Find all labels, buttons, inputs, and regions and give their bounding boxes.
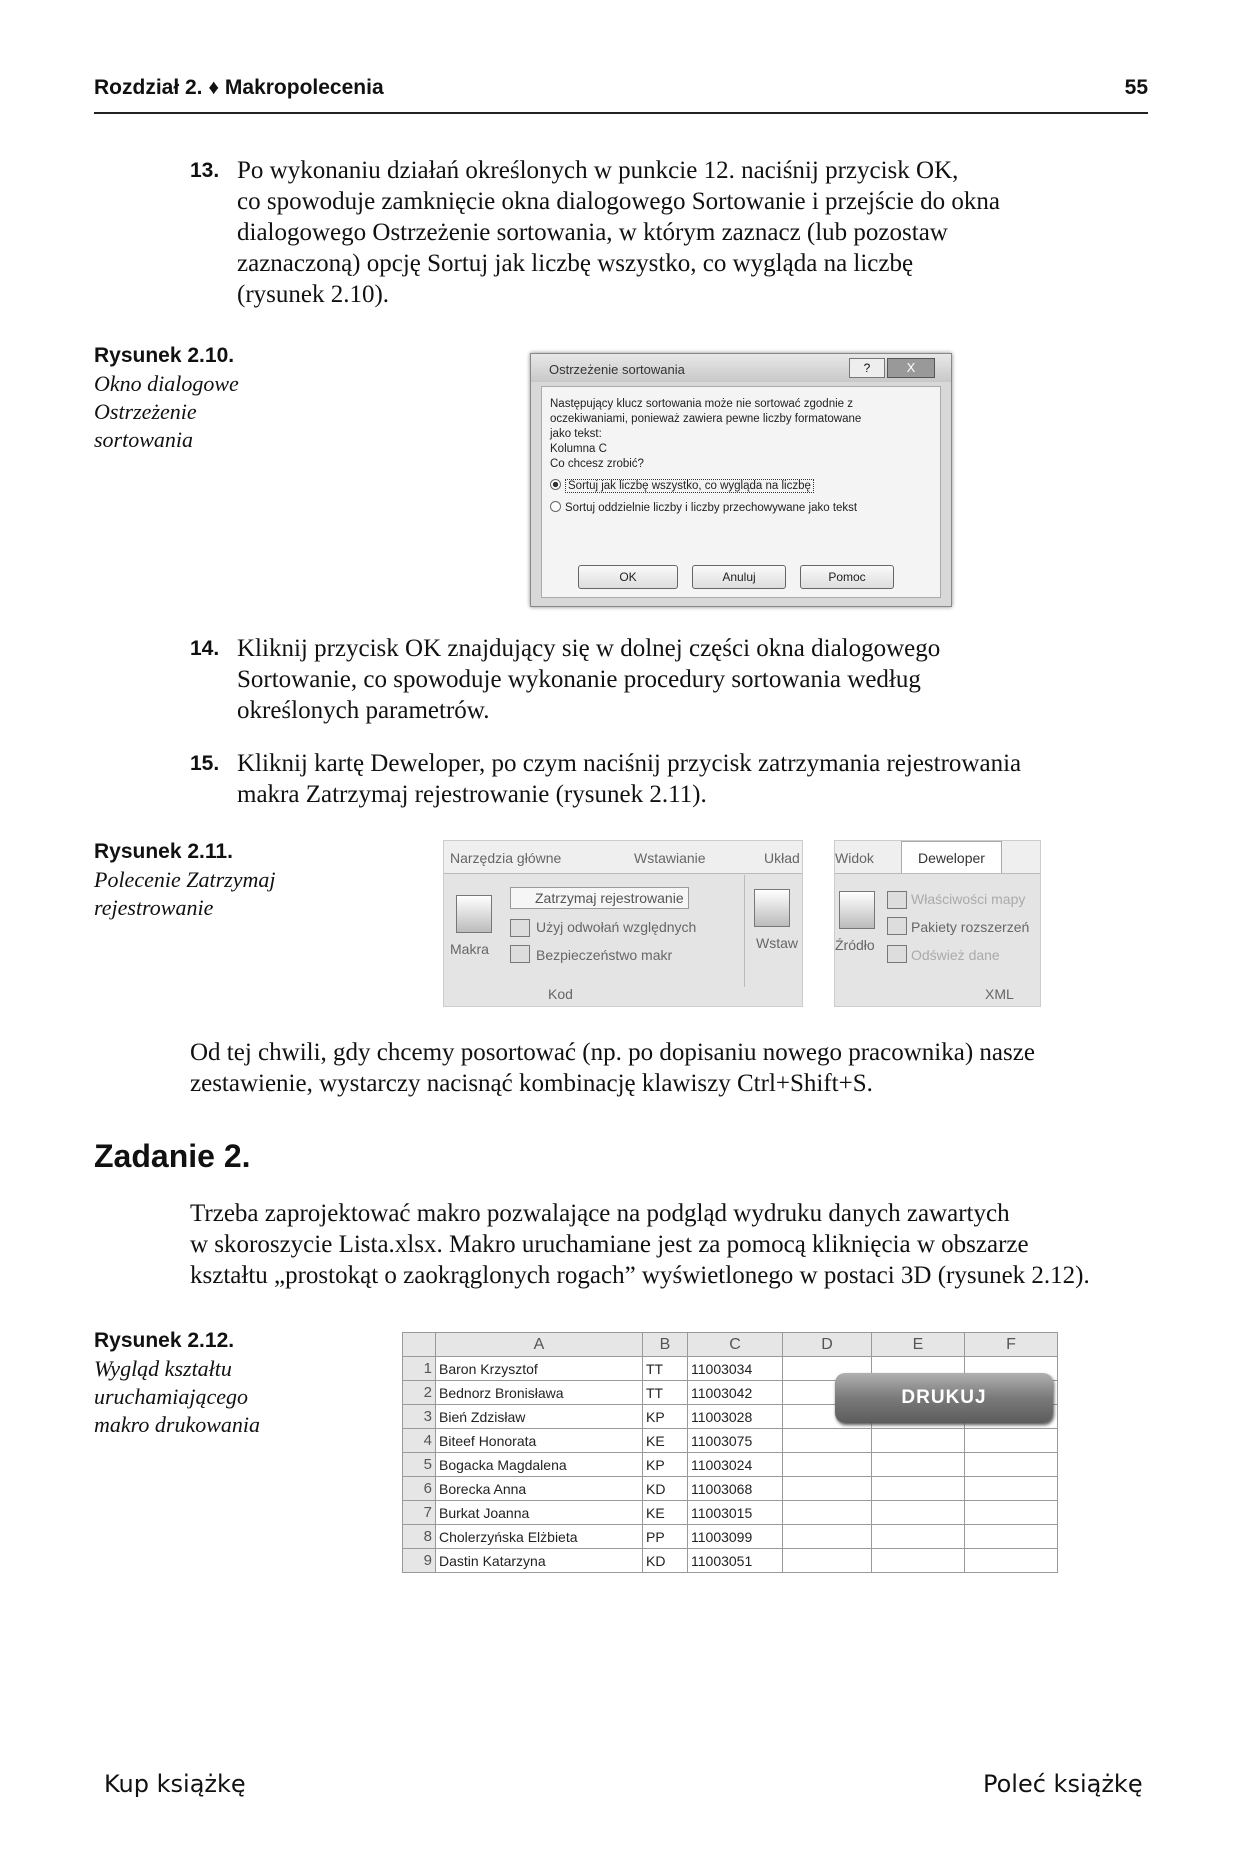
column-header[interactable]: F <box>965 1333 1058 1357</box>
caption-line: makro drukowania <box>94 1412 261 1437</box>
cell[interactable]: Bogacka Magdalena <box>436 1453 643 1477</box>
relative-references-button[interactable]: Użyj odwołań względnych <box>536 919 697 935</box>
row-header[interactable]: 8 <box>403 1525 436 1549</box>
column-label: Kolumna C <box>550 443 607 455</box>
cell[interactable]: Cholerzyńska Elżbieta <box>436 1525 643 1549</box>
figure-caption <box>94 1327 260 1439</box>
message-line: Następujący klucz sortowania może nie sortować zgodnie z <box>550 398 853 410</box>
group-divider <box>744 875 745 987</box>
help-button[interactable]: Pomoc <box>800 565 894 589</box>
text-line: Sortowanie, co spowoduje wykonanie procedury sortowania według <box>237 666 921 693</box>
relative-references-icon <box>510 919 530 937</box>
print-macro-button[interactable]: DRUKUJ <box>835 1373 1053 1423</box>
cell[interactable] <box>872 1429 965 1453</box>
text-line: określonych parametrów. <box>237 697 490 724</box>
cell[interactable]: KP <box>643 1453 688 1477</box>
row-header[interactable]: 5 <box>403 1453 436 1477</box>
caption-line: sortowania <box>94 427 194 452</box>
text-line: Kliknij kartę Deweloper, po czym naciśnij przycisk zatrzymania rejestrowania <box>237 750 1022 777</box>
caption-line: rejestrowanie <box>94 895 214 920</box>
message-line: jako tekst: <box>550 428 602 440</box>
cell[interactable]: KE <box>643 1501 688 1525</box>
text-line: kształtu „prostokąt o zaokrąglonych rogach” wyświetlonego w postaci 3D (rysunek 2.12). <box>190 1262 1090 1289</box>
figure-caption <box>94 838 275 922</box>
refresh-data-button[interactable]: Odśwież dane <box>911 947 1000 963</box>
column-header-row <box>403 1333 1058 1357</box>
row-header[interactable]: 7 <box>403 1501 436 1525</box>
ribbon-code-group <box>443 840 803 1007</box>
cell[interactable] <box>783 1477 872 1501</box>
text-line: Po wykonaniu działań określonych w punkcie 12. naciśnij przycisk OK, <box>237 157 959 184</box>
stop-recording-button[interactable]: Zatrzymaj rejestrowanie <box>510 887 689 909</box>
sort-warning-dialog <box>530 353 952 607</box>
cell[interactable]: Borecka Anna <box>436 1477 643 1501</box>
column-header[interactable]: A <box>436 1333 643 1357</box>
macros-button[interactable]: Makra <box>450 941 489 957</box>
radio-icon[interactable] <box>550 501 561 512</box>
cell[interactable] <box>783 1453 872 1477</box>
cell[interactable]: 11003024 <box>688 1453 783 1477</box>
tab-layout[interactable]: Układ <box>764 850 800 866</box>
cell[interactable]: 11003015 <box>688 1501 783 1525</box>
table-row <box>403 1501 1058 1525</box>
tab-view[interactable]: Widok <box>835 850 874 866</box>
step-14 <box>190 633 1150 733</box>
help-icon[interactable]: ? <box>849 358 885 378</box>
row-header[interactable]: 3 <box>403 1405 436 1429</box>
dialog-title: Ostrzeżenie sortowania <box>549 362 685 377</box>
cell[interactable] <box>872 1525 965 1549</box>
cell[interactable] <box>965 1453 1058 1477</box>
cell[interactable]: 11003042 <box>688 1381 783 1405</box>
cell[interactable] <box>965 1549 1058 1573</box>
page-number: 55 <box>1124 76 1148 99</box>
dialog-titlebar <box>531 354 951 382</box>
macro-security-button[interactable]: Bezpieczeństwo makr <box>536 947 673 963</box>
ok-button[interactable]: OK <box>578 565 678 589</box>
step-number: 15. <box>190 752 220 775</box>
row-header[interactable]: 6 <box>403 1477 436 1501</box>
text-line: makra Zatrzymaj rejestrowanie (rysunek 2.11). <box>237 781 707 808</box>
cell[interactable]: Biteef Honorata <box>436 1429 643 1453</box>
cell[interactable]: KD <box>643 1477 688 1501</box>
caption-line: Ostrzeżenie <box>94 399 197 424</box>
text-line: dialogowego Ostrzeżenie sortowania, w którym zaznacz (lub pozostaw <box>237 219 948 246</box>
option-sort-as-number[interactable] <box>550 479 814 492</box>
caption-line: Okno dialogowe <box>94 371 239 396</box>
column-header[interactable]: D <box>783 1333 872 1357</box>
source-icon[interactable] <box>839 891 875 929</box>
option-label: Sortuj jak liczbę wszystko, co wygląda na liczbę <box>565 479 814 493</box>
table-row <box>403 1429 1058 1453</box>
tab-developer[interactable]: Deweloper <box>901 841 1002 873</box>
cell[interactable]: KP <box>643 1405 688 1429</box>
dialog-body <box>541 386 941 598</box>
group-label: XML <box>985 986 1014 1002</box>
row-header[interactable]: 9 <box>403 1549 436 1573</box>
caption-title: Rysunek 2.11. <box>94 840 233 863</box>
cell[interactable]: 11003075 <box>688 1429 783 1453</box>
cell[interactable] <box>783 1429 872 1453</box>
section-title: Zadanie 2. <box>94 1138 251 1174</box>
chapter-title: Rozdział 2. ♦ Makropolecenia <box>94 76 384 99</box>
step-number: 13. <box>190 159 220 182</box>
column-header[interactable]: E <box>872 1333 965 1357</box>
step-15 <box>190 748 1150 818</box>
table-row <box>403 1453 1058 1477</box>
map-properties-button[interactable]: Właściwości mapy <box>911 891 1026 907</box>
ribbon-xml-group <box>834 840 1041 1007</box>
text-line: (rysunek 2.10). <box>237 281 390 308</box>
cell[interactable]: 11003068 <box>688 1477 783 1501</box>
radio-selected-icon[interactable] <box>550 479 561 490</box>
paragraph <box>190 1198 1150 1291</box>
question-label: Co chcesz zrobić? <box>550 458 644 470</box>
cell[interactable]: Bednorz Bronisława <box>436 1381 643 1405</box>
dialog-message <box>550 397 934 472</box>
close-icon[interactable]: X <box>887 358 935 378</box>
text-line: Kliknij przycisk OK znajdujący się w dolnej części okna dialogowego <box>237 635 941 662</box>
text-line: zestawienie, wystarczy nacisnąć kombinację klawiszy Ctrl+Shift+S. <box>190 1070 873 1097</box>
cell[interactable] <box>783 1549 872 1573</box>
caption-title: Rysunek 2.12. <box>94 1329 235 1352</box>
cell[interactable]: Baron Krzysztof <box>436 1357 643 1381</box>
step-13 <box>190 155 1150 315</box>
spreadsheet <box>402 1332 1082 1574</box>
cell[interactable] <box>965 1429 1058 1453</box>
group-label: Kod <box>548 986 573 1002</box>
row-header[interactable]: 1 <box>403 1357 436 1381</box>
tab-insert[interactable]: Wstawianie <box>634 850 706 866</box>
cell[interactable]: 11003028 <box>688 1405 783 1429</box>
ribbon-tabs <box>444 841 802 874</box>
expansion-packs-button[interactable]: Pakiety rozszerzeń <box>911 919 1030 935</box>
cell[interactable]: 11003099 <box>688 1525 783 1549</box>
cell[interactable]: Dastin Katarzyna <box>436 1549 643 1573</box>
cell[interactable]: TT <box>643 1381 688 1405</box>
select-all-corner[interactable] <box>403 1333 436 1357</box>
option-label: Sortuj oddzielnie liczby i liczby przechowywane jako tekst <box>565 502 858 514</box>
cell[interactable]: KD <box>643 1549 688 1573</box>
text-line: w skoroszycie Lista.xlsx. Makro uruchamiane jest za pomocą kliknięcia w obszarze <box>190 1231 1029 1258</box>
caption-line: Wygląd kształtu <box>94 1356 232 1381</box>
cell[interactable] <box>965 1501 1058 1525</box>
source-button[interactable]: Źródło <box>835 937 875 953</box>
cell[interactable]: PP <box>643 1525 688 1549</box>
insert-button[interactable]: Wstaw <box>756 935 798 951</box>
cell[interactable] <box>783 1501 872 1525</box>
cell[interactable]: KE <box>643 1429 688 1453</box>
cell[interactable] <box>872 1501 965 1525</box>
table-row <box>403 1525 1058 1549</box>
row-header[interactable]: 4 <box>403 1429 436 1453</box>
cell[interactable] <box>872 1477 965 1501</box>
page-header <box>94 76 1148 114</box>
cell[interactable] <box>872 1453 965 1477</box>
text-line: co spowoduje zamknięcie okna dialogowego Sortowanie i przejście do okna <box>237 188 1000 215</box>
cell[interactable] <box>872 1549 965 1573</box>
tab-home[interactable]: Narzędzia główne <box>450 850 562 866</box>
warning-icon <box>510 945 530 963</box>
refresh-icon <box>887 945 907 963</box>
expansion-packs-icon <box>887 917 907 935</box>
map-properties-icon <box>887 891 907 909</box>
text-line: Od tej chwili, gdy chcemy posortować (np. po dopisaniu nowego pracownika) nasze <box>190 1039 1035 1066</box>
recommend-book-link[interactable]: Poleć książkę <box>983 1770 1143 1798</box>
cell[interactable] <box>965 1525 1058 1549</box>
step-number: 14. <box>190 637 220 660</box>
option-sort-separately[interactable] <box>550 501 857 514</box>
ribbon-tabs <box>835 841 1040 874</box>
cell[interactable]: 11003051 <box>688 1549 783 1573</box>
cell[interactable]: Burkat Joanna <box>436 1501 643 1525</box>
macros-icon[interactable] <box>456 895 492 933</box>
cell[interactable]: Bień Zdzisław <box>436 1405 643 1429</box>
cancel-button[interactable]: Anuluj <box>692 565 786 589</box>
table-row <box>403 1477 1058 1501</box>
buy-book-link[interactable]: Kup książkę <box>104 1770 246 1798</box>
column-header[interactable]: C <box>688 1333 783 1357</box>
cell[interactable]: 11003034 <box>688 1357 783 1381</box>
cell[interactable]: TT <box>643 1357 688 1381</box>
cell[interactable] <box>965 1477 1058 1501</box>
table-row <box>403 1549 1058 1573</box>
caption-line: uruchamiającego <box>94 1384 248 1409</box>
row-header[interactable]: 2 <box>403 1381 436 1405</box>
text-line: zaznaczoną) opcję Sortuj jak liczbę wszystko, co wygląda na liczbę <box>237 250 914 277</box>
insert-icon[interactable] <box>754 889 790 927</box>
caption-title: Rysunek 2.10. <box>94 344 235 367</box>
cell[interactable] <box>783 1525 872 1549</box>
text-line: Trzeba zaprojektować makro pozwalające na podgląd wydruku danych zawartych <box>190 1200 1010 1227</box>
caption-line: Polecenie Zatrzymaj <box>94 867 276 892</box>
figure-caption <box>94 342 239 454</box>
paragraph <box>190 1037 1150 1099</box>
message-line: oczekiwaniami, ponieważ zawiera pewne liczby formatowane <box>550 413 862 425</box>
column-header[interactable]: B <box>643 1333 688 1357</box>
